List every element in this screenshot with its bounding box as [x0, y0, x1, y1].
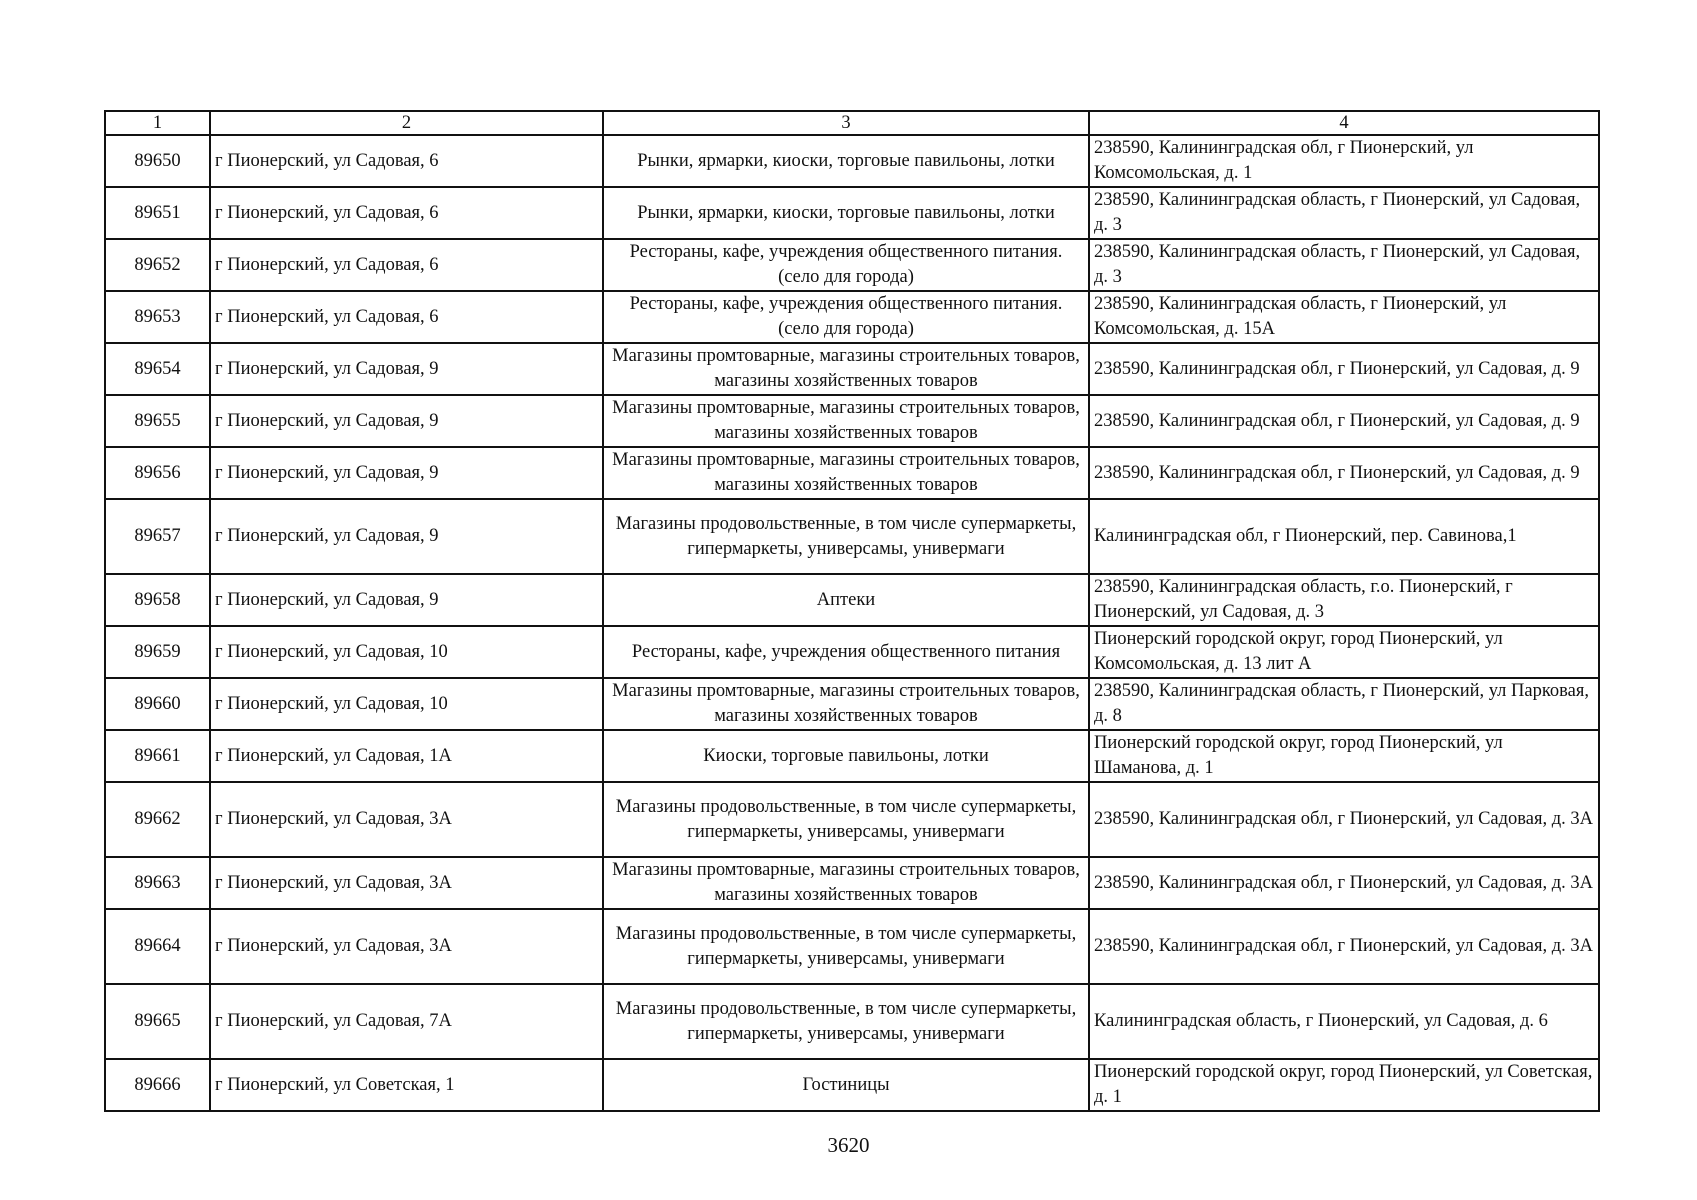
table-row: [105, 984, 1599, 1059]
cell-owner-address: 238590, Калининградская обл, г Пионерский, ул Садовая, д. 9: [1089, 395, 1599, 447]
column-header-3: 3: [603, 111, 1089, 135]
cell-object-type: Рестораны, кафе, учреждения общественного питания. (село для города): [603, 239, 1089, 291]
cell-id: 89653: [105, 291, 210, 343]
cell-owner-address: 238590, Калининградская обл, г Пионерский, ул Садовая, д. 3А: [1089, 782, 1599, 857]
cell-object-type: Гостиницы: [603, 1059, 1089, 1111]
cell-id: 89658: [105, 574, 210, 626]
cell-object-type: Рестораны, кафе, учреждения общественного питания: [603, 626, 1089, 678]
table-row: [105, 678, 1599, 730]
column-header-1: 1: [105, 111, 210, 135]
table-row: [105, 626, 1599, 678]
cell-address: г Пионерский, ул Садовая, 9: [210, 343, 603, 395]
cell-id: 89660: [105, 678, 210, 730]
cell-owner-address: 238590, Калининградская область, г Пионерский, ул Садовая, д. 3: [1089, 187, 1599, 239]
cell-owner-address: 238590, Калининградская область, г Пионерский, ул Комсомольская, д. 15А: [1089, 291, 1599, 343]
cell-address: г Пионерский, ул Советская, 1: [210, 1059, 603, 1111]
cell-owner-address: 238590, Калининградская обл, г Пионерский, ул Садовая, д. 3А: [1089, 857, 1599, 909]
cell-address: г Пионерский, ул Садовая, 9: [210, 574, 603, 626]
page-number: 3620: [827, 1133, 870, 1157]
cell-address: г Пионерский, ул Садовая, 10: [210, 626, 603, 678]
cell-object-type: Магазины продовольственные, в том числе супермаркеты, гипермаркеты, универсамы, универмаги: [603, 984, 1089, 1059]
cell-address: г Пионерский, ул Садовая, 9: [210, 499, 603, 574]
cell-object-type: Магазины промтоварные, магазины строительных товаров, магазины хозяйственных товаров: [603, 857, 1089, 909]
cell-id: 89663: [105, 857, 210, 909]
cell-address: г Пионерский, ул Садовая, 7А: [210, 984, 603, 1059]
cell-object-type: Рынки, ярмарки, киоски, торговые павильоны, лотки: [603, 187, 1089, 239]
cell-owner-address: Пионерский городской округ, город Пионерский, ул Комсомольская, д. 13 лит А: [1089, 626, 1599, 678]
cell-address: г Пионерский, ул Садовая, 10: [210, 678, 603, 730]
cell-id: 89664: [105, 909, 210, 984]
cell-owner-address: 238590, Калининградская обл, г Пионерский, ул Садовая, д. 3А: [1089, 909, 1599, 984]
cell-object-type: Магазины продовольственные, в том числе супермаркеты, гипермаркеты, универсамы, универмаги: [603, 499, 1089, 574]
cell-owner-address: Калининградская область, г Пионерский, ул Садовая, д. 6: [1089, 984, 1599, 1059]
table-row: [105, 782, 1599, 857]
table-row: [105, 343, 1599, 395]
header-row: [105, 111, 1599, 135]
table-row: [105, 730, 1599, 782]
table-row: [105, 239, 1599, 291]
cell-object-type: Аптеки: [603, 574, 1089, 626]
cell-owner-address: Пионерский городской округ, город Пионерский, ул Шаманова, д. 1: [1089, 730, 1599, 782]
cell-object-type: Магазины промтоварные, магазины строительных товаров, магазины хозяйственных товаров: [603, 343, 1089, 395]
cell-owner-address: 238590, Калининградская область, г Пионерский, ул Парковая, д. 8: [1089, 678, 1599, 730]
cell-id: 89651: [105, 187, 210, 239]
table-row: [105, 499, 1599, 574]
cell-object-type: Киоски, торговые павильоны, лотки: [603, 730, 1089, 782]
table-row: [105, 395, 1599, 447]
cell-address: г Пионерский, ул Садовая, 3А: [210, 909, 603, 984]
cell-address: г Пионерский, ул Садовая, 9: [210, 395, 603, 447]
cell-id: 89654: [105, 343, 210, 395]
cell-id: 89657: [105, 499, 210, 574]
cell-address: г Пионерский, ул Садовая, 9: [210, 447, 603, 499]
table-row: [105, 291, 1599, 343]
cell-id: 89662: [105, 782, 210, 857]
cell-object-type: Магазины промтоварные, магазины строительных товаров, магазины хозяйственных товаров: [603, 447, 1089, 499]
cell-id: 89661: [105, 730, 210, 782]
table-row: [105, 909, 1599, 984]
cell-address: г Пионерский, ул Садовая, 3А: [210, 782, 603, 857]
cell-owner-address: Калининградская обл, г Пионерский, пер. Савинова,1: [1089, 499, 1599, 574]
cell-object-type: Магазины промтоварные, магазины строительных товаров, магазины хозяйственных товаров: [603, 395, 1089, 447]
cell-owner-address: 238590, Калининградская обл, г Пионерский, ул Комсомольская, д. 1: [1089, 135, 1599, 187]
table-body: [105, 135, 1599, 1111]
cell-address: г Пионерский, ул Садовая, 6: [210, 291, 603, 343]
cell-object-type: Рестораны, кафе, учреждения общественного питания. (село для города): [603, 291, 1089, 343]
cell-id: 89659: [105, 626, 210, 678]
cell-id: 89666: [105, 1059, 210, 1111]
cell-id: 89652: [105, 239, 210, 291]
cell-owner-address: Пионерский городской округ, город Пионерский, ул Советская, д. 1: [1089, 1059, 1599, 1111]
cell-owner-address: 238590, Калининградская область, г Пионерский, ул Садовая, д. 3: [1089, 239, 1599, 291]
cell-object-type: Магазины продовольственные, в том числе супермаркеты, гипермаркеты, универсамы, универмаги: [603, 782, 1089, 857]
cell-object-type: Магазины продовольственные, в том числе супермаркеты, гипермаркеты, универсамы, универмаги: [603, 909, 1089, 984]
table-row: [105, 135, 1599, 187]
table-row: [105, 857, 1599, 909]
cell-id: 89665: [105, 984, 210, 1059]
table-row: [105, 187, 1599, 239]
cell-object-type: Магазины промтоварные, магазины строительных товаров, магазины хозяйственных товаров: [603, 678, 1089, 730]
registry-table: [104, 110, 1600, 1112]
cell-address: г Пионерский, ул Садовая, 1А: [210, 730, 603, 782]
cell-address: г Пионерский, ул Садовая, 3А: [210, 857, 603, 909]
cell-id: 89650: [105, 135, 210, 187]
table-row: [105, 574, 1599, 626]
cell-owner-address: 238590, Калининградская обл, г Пионерский, ул Садовая, д. 9: [1089, 343, 1599, 395]
cell-id: 89656: [105, 447, 210, 499]
cell-address: г Пионерский, ул Садовая, 6: [210, 187, 603, 239]
cell-address: г Пионерский, ул Садовая, 6: [210, 239, 603, 291]
column-header-2: 2: [210, 111, 603, 135]
cell-owner-address: 238590, Калининградская обл, г Пионерский, ул Садовая, д. 9: [1089, 447, 1599, 499]
cell-address: г Пионерский, ул Садовая, 6: [210, 135, 603, 187]
column-header-4: 4: [1089, 111, 1599, 135]
table-row: [105, 447, 1599, 499]
cell-id: 89655: [105, 395, 210, 447]
cell-owner-address: 238590, Калининградская область, г.о. Пионерский, г Пионерский, ул Садовая, д. 3: [1089, 574, 1599, 626]
table-row: [105, 1059, 1599, 1111]
cell-object-type: Рынки, ярмарки, киоски, торговые павильоны, лотки: [603, 135, 1089, 187]
